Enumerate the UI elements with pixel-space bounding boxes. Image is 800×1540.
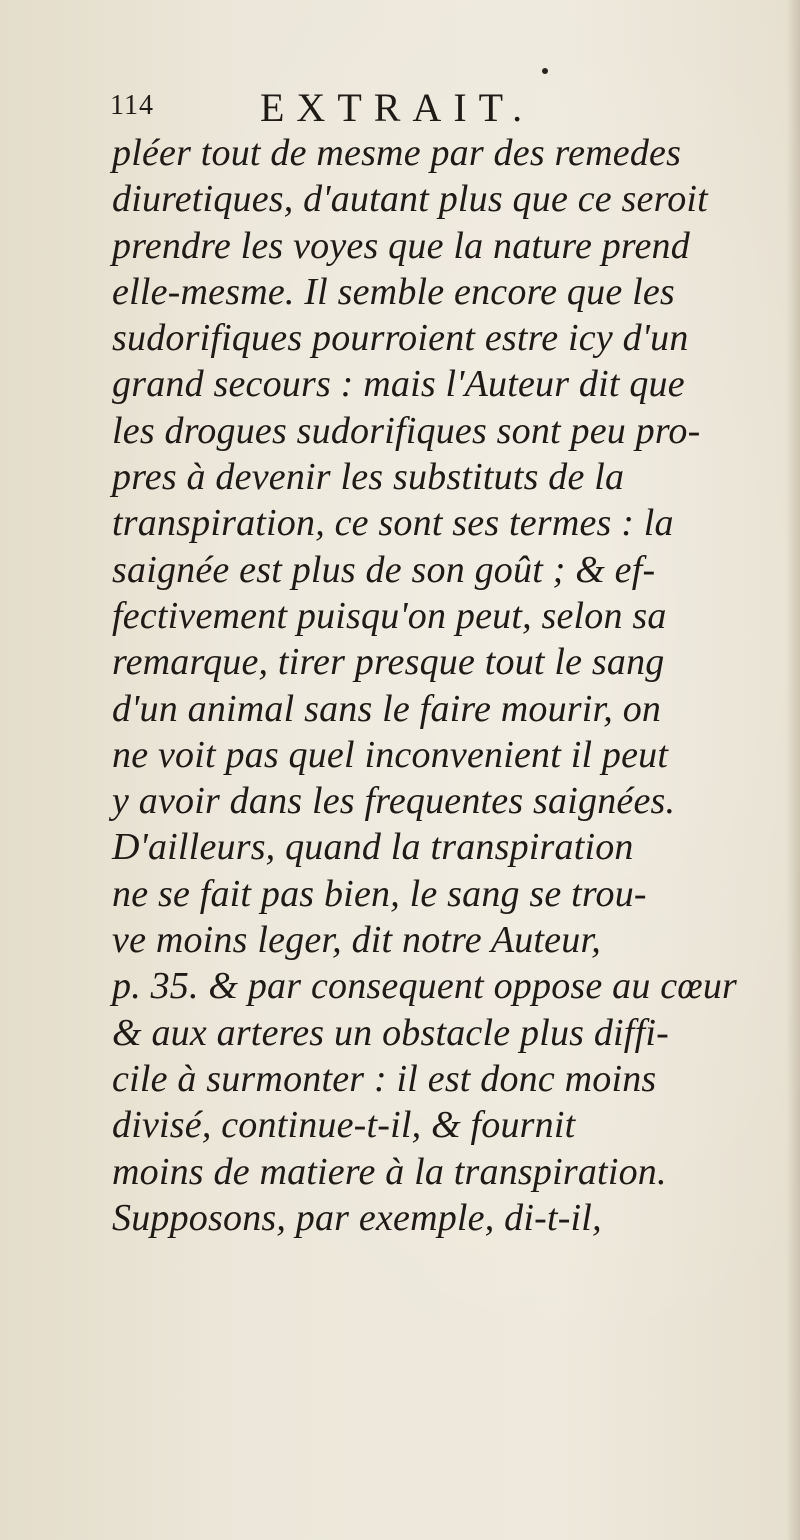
text-line: transpiration, ce sont ses termes : la bbox=[112, 502, 674, 545]
text-line: D'ailleurs, quand la transpiration bbox=[112, 826, 634, 869]
page-edge-shadow bbox=[786, 0, 800, 1540]
text-line: pres à devenir les substituts de la bbox=[112, 456, 625, 499]
text-line: sudorifiques pourroient estre icy d'un bbox=[112, 317, 689, 360]
text-line: p. 35. & par consequent oppose au cœur bbox=[112, 965, 738, 1008]
text-line: y avoir dans les frequentes saignées. bbox=[112, 780, 676, 823]
running-head: EXTRAIT. bbox=[260, 85, 535, 130]
text-line: & aux arteres un obstacle plus diffi- bbox=[112, 1011, 669, 1054]
text-line: Supposons, par exemple, di-t-il, bbox=[112, 1196, 602, 1239]
page-number: 114 bbox=[110, 90, 154, 121]
text-line: saignée est plus de son goût ; & ef- bbox=[112, 548, 656, 591]
text-line: elle-mesme. Il semble encore que les bbox=[112, 270, 675, 313]
text-line: ne voit pas quel inconvenient il peut bbox=[112, 733, 669, 776]
text-line: remarque, tirer presque tout le sang bbox=[112, 641, 665, 684]
page-header bbox=[110, 84, 750, 130]
body-text bbox=[112, 130, 772, 1241]
text-line: fectivement puisqu'on peut, selon sa bbox=[112, 594, 667, 637]
ink-dot bbox=[542, 68, 548, 74]
text-line: les drogues sudorifiques sont peu pro- bbox=[112, 409, 701, 452]
text-line: cile à surmonter : il est donc moins bbox=[112, 1057, 657, 1100]
text-line: ne se fait pas bien, le sang se trou- bbox=[112, 872, 647, 915]
text-line: d'un animal sans le faire mourir, on bbox=[112, 687, 662, 730]
text-line: prendre les voyes que la nature prend bbox=[112, 224, 690, 267]
text-line: divisé, continue-t-il, & fournit bbox=[112, 1104, 576, 1147]
text-line: moins de matiere à la transpiration. bbox=[112, 1150, 667, 1193]
text-line: ve moins leger, dit notre Auteur, bbox=[112, 919, 601, 962]
text-line: diuretiques, d'autant plus que ce seroit bbox=[112, 178, 708, 221]
text-line: pléer tout de mesme par des remedes bbox=[112, 132, 682, 174]
text-line: grand secours : mais l'Auteur dit que bbox=[112, 363, 685, 406]
